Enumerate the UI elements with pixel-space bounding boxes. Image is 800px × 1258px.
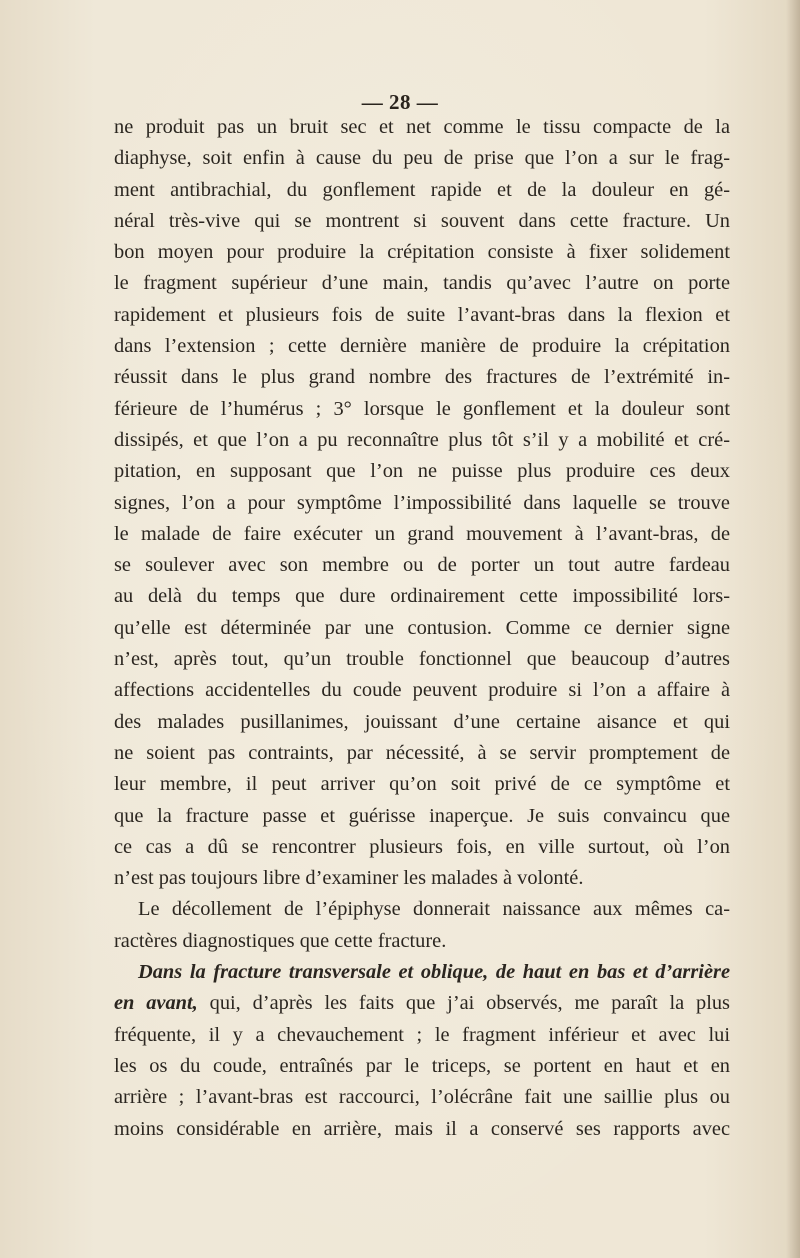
text-line: dans l’extension ; cette dernière manière de produire la crépitation bbox=[114, 335, 730, 358]
italic-fragment: en avant, bbox=[114, 992, 198, 1015]
text-line: affections accidentelles du coude peuvent produire si l’on a affaire à bbox=[114, 679, 730, 702]
text-line: ment antibrachial, du gonflement rapide et de la douleur en gé- bbox=[114, 178, 730, 201]
body-text bbox=[114, 112, 730, 1145]
text-line-mixed bbox=[114, 988, 730, 1019]
text-line: Le décollement de l’épiphyse donnerait naissance aux mêmes ca- bbox=[138, 898, 730, 921]
text-line: diaphyse, soit enfin à cause du peu de prise que l’on a sur le frag- bbox=[114, 147, 730, 170]
page-edge-shadow bbox=[786, 0, 800, 1258]
page-number: — 28 — bbox=[361, 90, 439, 114]
text-line: n’est pas toujours libre d’examiner les malades à volonté. bbox=[114, 867, 584, 890]
text-line: ractères diagnostiques que cette fracture. bbox=[114, 929, 447, 952]
text-line: des malades pusillanimes, jouissant d’une certaine aisance et qui bbox=[114, 710, 730, 733]
text-line: bon moyen pour produire la crépitation consiste à fixer solidement bbox=[114, 241, 730, 264]
text-line: réussit dans le plus grand nombre des fractures de l’extrémité in- bbox=[114, 366, 730, 389]
text-line: se soulever avec son membre ou de porter un tout autre fardeau bbox=[114, 554, 730, 577]
text-line: moins considérable en arrière, mais il a conservé ses rapports avec bbox=[114, 1117, 730, 1140]
text-line: néral très-vive qui se montrent si souvent dans cette fracture. Un bbox=[114, 209, 730, 232]
text-line: qu’elle est déterminée par une contusion. Comme ce dernier signe bbox=[114, 616, 730, 639]
text-line: que la fracture passe et guérisse inaperçue. Je suis convaincu que bbox=[114, 804, 730, 827]
text-line: n’est, après tout, qu’un trouble fonctionnel que beaucoup d’autres bbox=[114, 648, 730, 671]
text-line: ne produit pas un bruit sec et net comme le tissu compacte de la bbox=[114, 116, 730, 138]
text-line: ne soient pas contraints, par nécessité, à se servir promptement de bbox=[114, 741, 730, 764]
text-line: ce cas a dû se rencontrer plusieurs fois, en ville surtout, où l’on bbox=[114, 835, 730, 858]
text-line: les os du coude, entraînés par le triceps, se portent en haut et en bbox=[114, 1054, 730, 1077]
text-line: signes, l’on a pour symptôme l’impossibilité dans laquelle se trouve bbox=[114, 491, 730, 514]
text-fragment: qui, d’après les faits que j’ai observés, me paraît la plus bbox=[197, 992, 730, 1015]
text-line: leur membre, il peut arriver qu’on soit privé de ce symptôme et bbox=[114, 773, 730, 796]
text-line: rapidement et plusieurs fois de suite l’avant-bras dans la flexion et bbox=[114, 303, 730, 326]
text-line: au delà du temps que dure ordinairement cette impossibilité lors- bbox=[114, 585, 730, 608]
text-line-italic: Dans la fracture transversale et oblique, de haut en bas et d’arrière bbox=[138, 961, 730, 984]
text-line: pitation, en supposant que l’on ne puisse plus produire ces deux bbox=[114, 460, 730, 483]
text-line: le malade de faire exécuter un grand mouvement à l’avant-bras, de bbox=[114, 522, 730, 545]
text-line: arrière ; l’avant-bras est raccourci, l’olécrâne fait une saillie plus ou bbox=[114, 1086, 730, 1109]
text-line: le fragment supérieur d’une main, tandis qu’avec l’autre on porte bbox=[114, 272, 730, 295]
text-line: dissipés, et que l’on a pu reconnaître plus tôt s’il y a mobilité et cré- bbox=[114, 428, 730, 451]
text-line: férieure de l’humérus ; 3° lorsque le gonflement et la douleur sont bbox=[114, 397, 730, 420]
text-line: fréquente, il y a chevauchement ; le fragment inférieur et avec lui bbox=[114, 1023, 730, 1046]
